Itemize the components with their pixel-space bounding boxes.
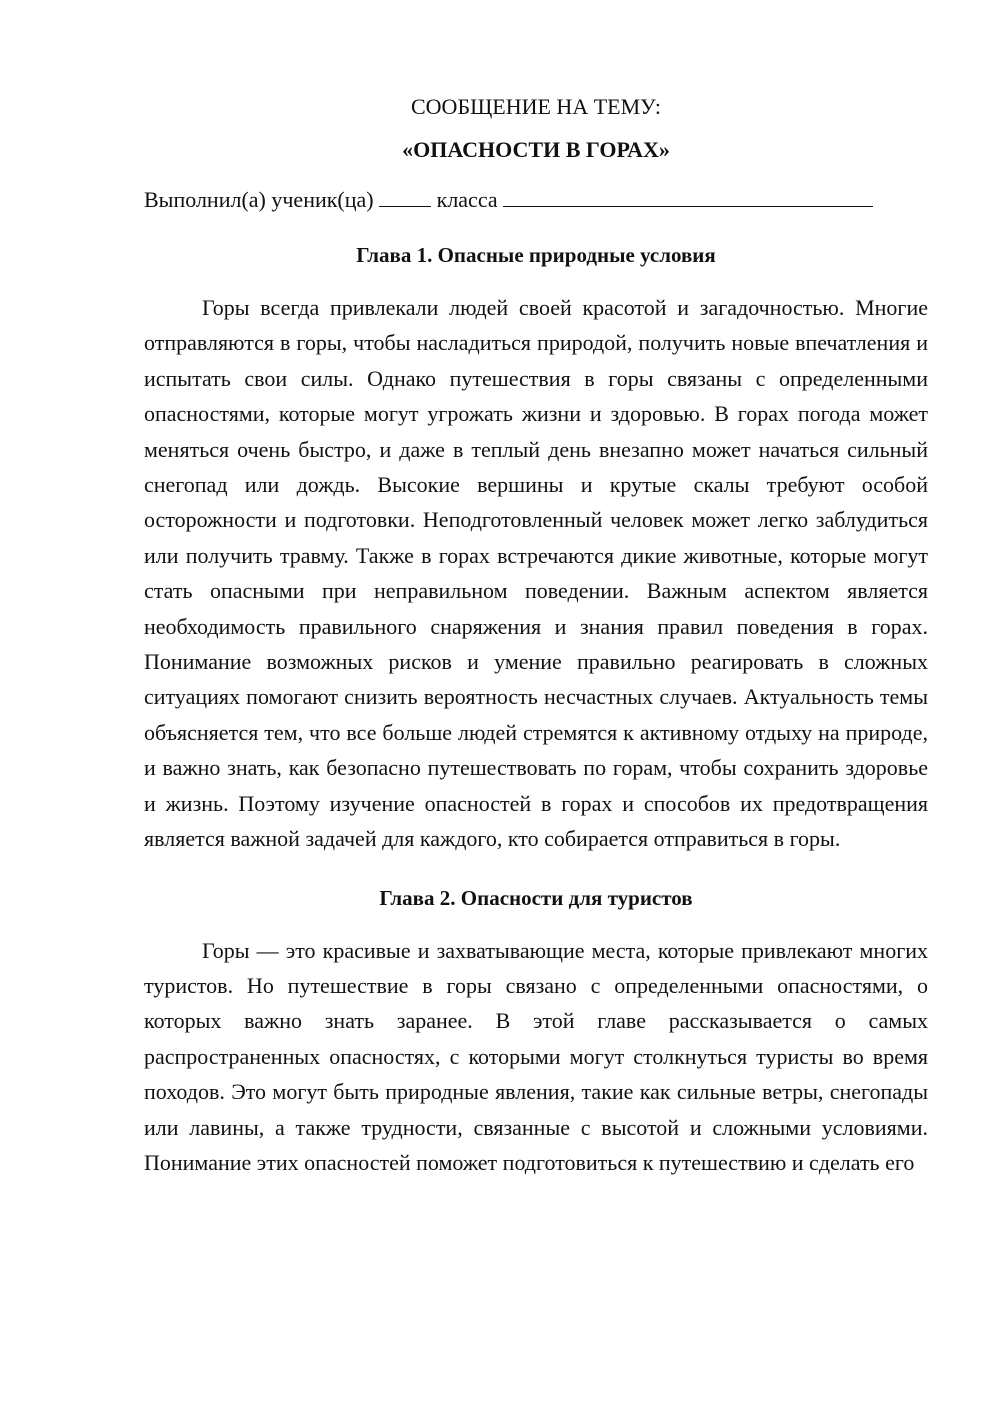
chapter-1: [144, 240, 928, 857]
chapter-2: [144, 883, 928, 1181]
class-number-blank: [379, 186, 431, 207]
author-line: [144, 185, 928, 215]
chapter-2-heading: Глава 2. Опасности для туристов: [379, 885, 693, 910]
document-title: «ОПАСНОСТИ В ГОРАХ»: [402, 137, 670, 162]
chapter-2-text: Горы — это красивые и захватывающие места, которые привлекают многих туристов. Но путешествие в горы связано с определенными опасностями, о которых важно знать заранее. В этой главе рассказывается о самых распространенных опасностях, с которыми могут столкнуться туристы во время походов. Это могут быть природные явления, такие как сильные ветры, снегопады или лавины, а также трудности, связанные с высотой и сложными условиями. Понимание этих опасностей поможет подготовиться к путешествию и сделать его: [144, 937, 928, 1175]
document-header-line: СООБЩЕНИЕ НА ТЕМУ:: [411, 94, 661, 119]
document-page: [144, 92, 928, 1180]
name-blank: [503, 186, 873, 207]
chapter-1-text: Горы всегда привлекали людей своей красотой и загадочностью. Многие отправляются в горы, чтобы насладиться природой, получить новые впечатления и испытать свои силы. Однако путешествия в горы связаны с определенными опасностями, которые могут угрожать жизни и здоровью. В горах погода может меняться очень быстро, и даже в теплый день внезапно может начаться сильный снегопад или дождь. Высокие вершины и крутые скалы требуют особой осторожности и подготовки. Неподготовленный человек может легко заблудиться или получить травму. Также в горах встречаются дикие животные, которые могут стать опасными при неправильном поведении. Важным аспектом является необходимость правильного снаряжения и знания правил поведения в горах. Понимание возможных рисков и умение правильно реагировать в сложных ситуациях помогают снизить вероятность несчастных случаев. Актуальность темы объясняется тем, что все больше людей стремятся к активному отдыху на природе, и важно знать, как безопасно путешествовать по горам, чтобы сохранить здоровье и жизнь. Поэтому изучение опасностей в горах и способов их предотвращения является важной задачей для каждого, кто собирается отправиться в горы.: [144, 295, 928, 852]
chapter-1-heading: Глава 1. Опасные природные условия: [356, 243, 716, 267]
class-label: класса: [436, 187, 498, 212]
author-prefix: Выполнил(а) ученик(ца): [144, 187, 374, 212]
